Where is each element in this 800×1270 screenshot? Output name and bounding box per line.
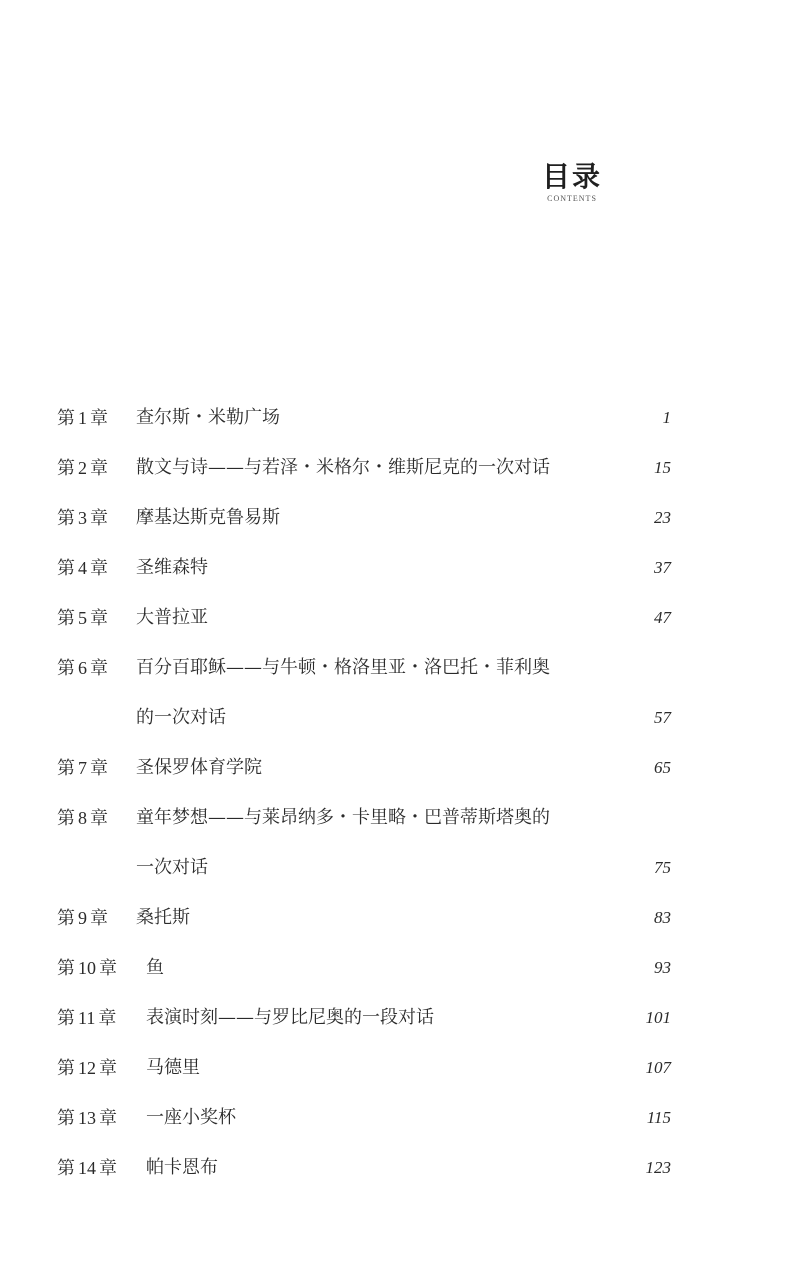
chapter-prefix: 第 [57,958,75,979]
chapter-suffix: 章 [99,1158,117,1179]
page-number: 107 [645,1058,671,1077]
toc-entry[interactable] [0,747,800,797]
chapter-title: 表演时刻——与罗比尼奥的一段对话 [146,1007,434,1028]
chapter-label [57,606,108,631]
chapter-title: 童年梦想——与莱昂纳多・卡里略・巴普蒂斯塔奥的 [136,807,550,828]
chapter-suffix: 章 [99,1108,117,1129]
chapter-prefix: 第 [57,458,75,479]
chapter-suffix: 章 [90,608,108,629]
chapter-suffix: 章 [90,758,108,779]
toc-heading [520,160,624,204]
page-number: 1 [662,408,671,427]
page-subtitle: CONTENTS [547,194,597,203]
chapter-label [57,406,108,431]
chapter-suffix: 章 [99,1058,117,1079]
chapter-prefix: 第 [57,658,75,679]
page-number: 75 [654,858,671,877]
chapter-number: 11 [78,1008,96,1028]
toc-entry[interactable] [0,947,800,997]
page-number: 83 [654,908,671,927]
page-number: 101 [645,1008,671,1027]
chapter-number: 4 [78,558,87,578]
chapter-title: 散文与诗——与若泽・米格尔・维斯尼克的一次对话 [136,457,550,478]
page-number: 123 [645,1158,671,1177]
chapter-title: 一座小奖杯 [146,1107,236,1128]
chapter-title: 圣维森特 [136,557,208,578]
chapter-prefix: 第 [57,1058,75,1079]
chapter-label [57,1106,117,1131]
chapter-number: 6 [78,658,87,678]
page-title: 目录 [541,160,602,193]
chapter-prefix: 第 [57,1008,75,1029]
chapter-suffix: 章 [90,558,108,579]
chapter-label [57,656,108,681]
chapter-prefix: 第 [57,408,75,429]
chapter-prefix: 第 [57,1108,75,1129]
table-of-contents [0,397,800,1197]
chapter-number: 5 [78,608,87,628]
chapter-label [57,1006,116,1031]
chapter-prefix: 第 [57,758,75,779]
page-number: 65 [654,758,671,777]
chapter-number: 12 [78,1058,96,1078]
chapter-prefix: 第 [57,908,75,929]
chapter-number: 7 [78,758,87,778]
chapter-suffix: 章 [90,408,108,429]
toc-entry[interactable] [0,1147,800,1197]
toc-entry[interactable] [0,997,800,1047]
chapter-title: 大普拉亚 [136,607,208,628]
page-number: 115 [646,1108,671,1127]
toc-entry[interactable] [0,547,800,597]
chapter-title: 桑托斯 [136,907,190,928]
chapter-suffix: 章 [99,958,117,979]
chapter-title: 摩基达斯克鲁易斯 [136,507,280,528]
chapter-prefix: 第 [57,558,75,579]
chapter-suffix: 章 [90,658,108,679]
chapter-number: 13 [78,1108,96,1128]
chapter-title: 鱼 [146,957,164,978]
chapter-title: 的一次对话 [136,707,226,728]
chapter-number: 1 [78,408,87,428]
chapter-number: 3 [78,508,87,528]
chapter-suffix: 章 [90,458,108,479]
chapter-title: 圣保罗体育学院 [136,757,262,778]
chapter-label [57,1056,117,1081]
toc-entry[interactable] [0,797,800,847]
toc-entry[interactable] [0,1097,800,1147]
page-number: 15 [654,458,671,477]
chapter-suffix: 章 [90,508,108,529]
chapter-title: 查尔斯・米勒广场 [136,407,280,428]
chapter-number: 9 [78,908,87,928]
chapter-label [57,506,108,531]
chapter-suffix: 章 [98,1008,117,1029]
page-number: 93 [654,958,671,977]
chapter-label [57,956,117,981]
chapter-label [57,456,108,481]
chapter-prefix: 第 [57,608,75,629]
chapter-title: 马德里 [146,1057,200,1078]
chapter-prefix: 第 [57,808,75,829]
toc-entry[interactable] [0,597,800,647]
chapter-title: 帕卡恩布 [146,1157,218,1178]
chapter-prefix: 第 [57,508,75,529]
chapter-number: 10 [78,958,96,978]
toc-entry[interactable] [0,397,800,447]
toc-entry[interactable] [0,697,800,747]
toc-entry[interactable] [0,847,800,897]
chapter-label [57,1156,117,1181]
page-number: 47 [654,608,671,627]
chapter-number: 2 [78,458,87,478]
page-number: 23 [654,508,671,527]
chapter-label [57,756,108,781]
chapter-label [57,556,108,581]
toc-entry[interactable] [0,447,800,497]
page-number: 37 [654,558,671,577]
chapter-number: 8 [78,808,87,828]
page-number: 57 [654,708,671,727]
toc-entry[interactable] [0,647,800,697]
chapter-label [57,906,108,931]
toc-entry[interactable] [0,497,800,547]
chapter-title: 一次对话 [136,857,208,878]
toc-entry[interactable] [0,1047,800,1097]
chapter-number: 14 [78,1158,96,1178]
chapter-suffix: 章 [90,908,108,929]
chapter-label [57,806,108,831]
chapter-prefix: 第 [57,1158,75,1179]
chapter-suffix: 章 [90,808,108,829]
chapter-title: 百分百耶稣——与牛顿・格洛里亚・洛巴托・菲利奥 [136,657,550,678]
toc-entry[interactable] [0,897,800,947]
